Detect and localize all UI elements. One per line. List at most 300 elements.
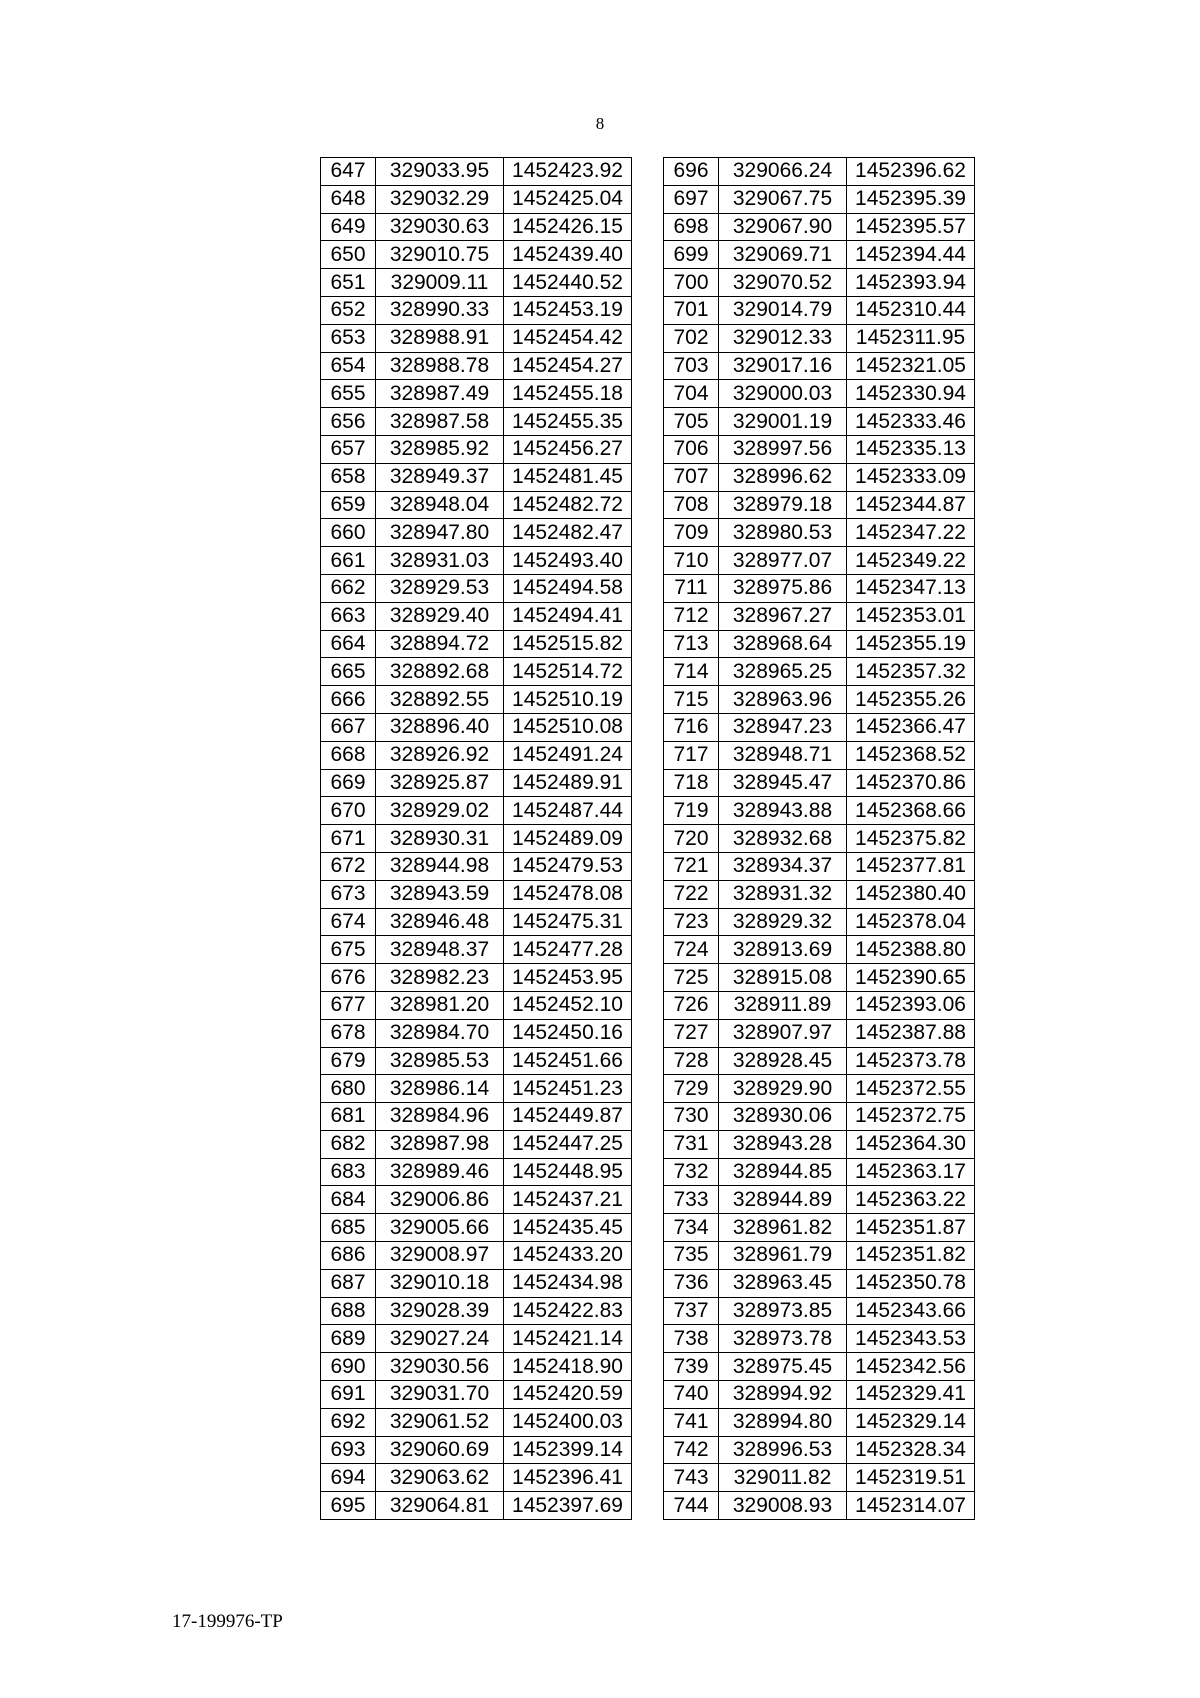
- y-coordinate-cell: 1452482.72: [504, 491, 632, 519]
- point-number-cell: 688: [321, 1297, 376, 1325]
- point-number-cell: 716: [664, 713, 719, 741]
- y-coordinate-cell: 1452493.40: [504, 547, 632, 575]
- x-coordinate-cell: 329067.90: [719, 213, 847, 241]
- point-number-cell: 675: [321, 936, 376, 964]
- table-row: [664, 936, 975, 964]
- point-number-cell: 705: [664, 408, 719, 436]
- y-coordinate-cell: 1452393.06: [847, 991, 975, 1019]
- y-coordinate-cell: 1452377.81: [847, 852, 975, 880]
- y-coordinate-cell: 1452350.78: [847, 1269, 975, 1297]
- x-coordinate-cell: 328987.49: [376, 380, 504, 408]
- y-coordinate-cell: 1452328.34: [847, 1436, 975, 1464]
- table-row: [321, 1130, 632, 1158]
- y-coordinate-cell: 1452489.09: [504, 825, 632, 853]
- point-number-cell: 733: [664, 1186, 719, 1214]
- y-coordinate-cell: 1452420.59: [504, 1381, 632, 1409]
- point-number-cell: 732: [664, 1158, 719, 1186]
- table-row: [321, 769, 632, 797]
- point-number-cell: 736: [664, 1269, 719, 1297]
- x-coordinate-cell: 328931.32: [719, 880, 847, 908]
- point-number-cell: 653: [321, 324, 376, 352]
- table-row: [664, 185, 975, 213]
- table-row: [664, 1047, 975, 1075]
- table-row: [321, 435, 632, 463]
- y-coordinate-cell: 1452330.94: [847, 380, 975, 408]
- point-number-cell: 743: [664, 1464, 719, 1492]
- table-row: [664, 1381, 975, 1409]
- point-number-cell: 656: [321, 408, 376, 436]
- point-number-cell: 686: [321, 1242, 376, 1270]
- table-row: [664, 213, 975, 241]
- x-coordinate-cell: 329012.33: [719, 324, 847, 352]
- table-row: [664, 1158, 975, 1186]
- table-row: [321, 574, 632, 602]
- point-number-cell: 679: [321, 1047, 376, 1075]
- x-coordinate-cell: 328929.53: [376, 574, 504, 602]
- x-coordinate-cell: 328973.85: [719, 1297, 847, 1325]
- table-row: [321, 1186, 632, 1214]
- y-coordinate-cell: 1452368.52: [847, 741, 975, 769]
- table-row: [321, 241, 632, 269]
- point-number-cell: 671: [321, 825, 376, 853]
- x-coordinate-cell: 329060.69: [376, 1436, 504, 1464]
- table-row: [321, 324, 632, 352]
- table-row: [321, 1464, 632, 1492]
- table-row: [321, 741, 632, 769]
- x-coordinate-cell: 328929.32: [719, 908, 847, 936]
- y-coordinate-cell: 1452343.53: [847, 1325, 975, 1353]
- x-coordinate-cell: 328984.96: [376, 1103, 504, 1131]
- point-number-cell: 651: [321, 269, 376, 297]
- x-coordinate-cell: 329066.24: [719, 158, 847, 186]
- x-coordinate-cell: 329011.82: [719, 1464, 847, 1492]
- page-number: 8: [595, 114, 605, 133]
- y-coordinate-cell: 1452355.19: [847, 630, 975, 658]
- x-coordinate-cell: 328987.98: [376, 1130, 504, 1158]
- point-number-cell: 692: [321, 1408, 376, 1436]
- y-coordinate-cell: 1452378.04: [847, 908, 975, 936]
- x-coordinate-cell: 328931.03: [376, 547, 504, 575]
- table-row: [664, 435, 975, 463]
- table-row: [321, 269, 632, 297]
- table-row: [321, 658, 632, 686]
- y-coordinate-cell: 1452440.52: [504, 269, 632, 297]
- y-coordinate-cell: 1452455.18: [504, 380, 632, 408]
- point-number-cell: 680: [321, 1075, 376, 1103]
- x-coordinate-cell: 328929.90: [719, 1075, 847, 1103]
- point-number-cell: 690: [321, 1353, 376, 1381]
- y-coordinate-cell: 1452489.91: [504, 769, 632, 797]
- y-coordinate-cell: 1452439.40: [504, 241, 632, 269]
- y-coordinate-cell: 1452435.45: [504, 1214, 632, 1242]
- table-row: [664, 1019, 975, 1047]
- point-number-cell: 699: [664, 241, 719, 269]
- point-number-cell: 684: [321, 1186, 376, 1214]
- x-coordinate-cell: 328997.56: [719, 435, 847, 463]
- y-coordinate-cell: 1452366.47: [847, 713, 975, 741]
- x-coordinate-cell: 328946.48: [376, 908, 504, 936]
- point-number-cell: 707: [664, 463, 719, 491]
- y-coordinate-cell: 1452349.22: [847, 547, 975, 575]
- y-coordinate-cell: 1452452.10: [504, 991, 632, 1019]
- table-row: [664, 769, 975, 797]
- x-coordinate-cell: 328911.89: [719, 991, 847, 1019]
- x-coordinate-cell: 329028.39: [376, 1297, 504, 1325]
- table-row: [664, 1075, 975, 1103]
- x-coordinate-cell: 329031.70: [376, 1381, 504, 1409]
- table-row: [664, 1325, 975, 1353]
- x-coordinate-cell: 328989.46: [376, 1158, 504, 1186]
- point-number-cell: 654: [321, 352, 376, 380]
- y-coordinate-cell: 1452482.47: [504, 519, 632, 547]
- x-coordinate-cell: 328988.78: [376, 352, 504, 380]
- y-coordinate-cell: 1452347.22: [847, 519, 975, 547]
- point-number-cell: 703: [664, 352, 719, 380]
- point-number-cell: 663: [321, 602, 376, 630]
- y-coordinate-cell: 1452399.14: [504, 1436, 632, 1464]
- point-number-cell: 744: [664, 1492, 719, 1520]
- x-coordinate-cell: 328915.08: [719, 964, 847, 992]
- x-coordinate-cell: 328948.04: [376, 491, 504, 519]
- x-coordinate-cell: 328947.80: [376, 519, 504, 547]
- point-number-cell: 683: [321, 1158, 376, 1186]
- y-coordinate-cell: 1452321.05: [847, 352, 975, 380]
- point-number-cell: 738: [664, 1325, 719, 1353]
- table-row: [321, 1158, 632, 1186]
- x-coordinate-cell: 329010.18: [376, 1269, 504, 1297]
- y-coordinate-cell: 1452373.78: [847, 1047, 975, 1075]
- point-number-cell: 676: [321, 964, 376, 992]
- x-coordinate-cell: 329061.52: [376, 1408, 504, 1436]
- y-coordinate-cell: 1452396.41: [504, 1464, 632, 1492]
- y-coordinate-cell: 1452514.72: [504, 658, 632, 686]
- y-coordinate-cell: 1452363.22: [847, 1186, 975, 1214]
- point-number-cell: 660: [321, 519, 376, 547]
- y-coordinate-cell: 1452372.55: [847, 1075, 975, 1103]
- x-coordinate-cell: 329027.24: [376, 1325, 504, 1353]
- table-row: [664, 880, 975, 908]
- point-number-cell: 741: [664, 1408, 719, 1436]
- y-coordinate-cell: 1452451.23: [504, 1075, 632, 1103]
- y-coordinate-cell: 1452363.17: [847, 1158, 975, 1186]
- table-row: [321, 1492, 632, 1520]
- point-number-cell: 685: [321, 1214, 376, 1242]
- x-coordinate-cell: 328982.23: [376, 964, 504, 992]
- x-coordinate-cell: 328996.62: [719, 463, 847, 491]
- y-coordinate-cell: 1452397.69: [504, 1492, 632, 1520]
- y-coordinate-cell: 1452418.90: [504, 1353, 632, 1381]
- table-row: [664, 713, 975, 741]
- table-row: [664, 1103, 975, 1131]
- point-number-cell: 691: [321, 1381, 376, 1409]
- y-coordinate-cell: 1452491.24: [504, 741, 632, 769]
- point-number-cell: 708: [664, 491, 719, 519]
- y-coordinate-cell: 1452314.07: [847, 1492, 975, 1520]
- point-number-cell: 694: [321, 1464, 376, 1492]
- point-number-cell: 674: [321, 908, 376, 936]
- point-number-cell: 721: [664, 852, 719, 880]
- point-number-cell: 652: [321, 296, 376, 324]
- table-row: [321, 1019, 632, 1047]
- x-coordinate-cell: 328944.98: [376, 852, 504, 880]
- point-number-cell: 681: [321, 1103, 376, 1131]
- y-coordinate-cell: 1452329.41: [847, 1381, 975, 1409]
- point-number-cell: 687: [321, 1269, 376, 1297]
- x-coordinate-cell: 329030.56: [376, 1353, 504, 1381]
- point-number-cell: 724: [664, 936, 719, 964]
- y-coordinate-cell: 1452494.58: [504, 574, 632, 602]
- y-coordinate-cell: 1452479.53: [504, 852, 632, 880]
- point-number-cell: 704: [664, 380, 719, 408]
- x-coordinate-cell: 328929.02: [376, 797, 504, 825]
- point-number-cell: 725: [664, 964, 719, 992]
- point-number-cell: 719: [664, 797, 719, 825]
- point-number-cell: 710: [664, 547, 719, 575]
- point-number-cell: 717: [664, 741, 719, 769]
- y-coordinate-cell: 1452395.39: [847, 185, 975, 213]
- point-number-cell: 697: [664, 185, 719, 213]
- x-coordinate-cell: 329033.95: [376, 158, 504, 186]
- point-number-cell: 734: [664, 1214, 719, 1242]
- y-coordinate-cell: 1452449.87: [504, 1103, 632, 1131]
- y-coordinate-cell: 1452510.08: [504, 713, 632, 741]
- table-row: [321, 825, 632, 853]
- table-row: [664, 1436, 975, 1464]
- y-coordinate-cell: 1452342.56: [847, 1353, 975, 1381]
- table-row: [321, 1214, 632, 1242]
- point-number-cell: 667: [321, 713, 376, 741]
- table-row: [321, 936, 632, 964]
- x-coordinate-cell: 329008.97: [376, 1242, 504, 1270]
- y-coordinate-cell: 1452433.20: [504, 1242, 632, 1270]
- x-coordinate-cell: 328975.45: [719, 1353, 847, 1381]
- y-coordinate-cell: 1452477.28: [504, 936, 632, 964]
- table-row: [664, 352, 975, 380]
- table-row: [321, 352, 632, 380]
- point-number-cell: 689: [321, 1325, 376, 1353]
- x-coordinate-cell: 329009.11: [376, 269, 504, 297]
- table-row: [664, 1269, 975, 1297]
- y-coordinate-cell: 1452347.13: [847, 574, 975, 602]
- x-coordinate-cell: 328994.92: [719, 1381, 847, 1409]
- y-coordinate-cell: 1452453.95: [504, 964, 632, 992]
- table-row: [321, 602, 632, 630]
- table-row: [321, 296, 632, 324]
- point-number-cell: 740: [664, 1381, 719, 1409]
- table-row: [321, 1353, 632, 1381]
- point-number-cell: 722: [664, 880, 719, 908]
- point-number-cell: 712: [664, 602, 719, 630]
- table-row: [664, 1214, 975, 1242]
- x-coordinate-cell: 329064.81: [376, 1492, 504, 1520]
- x-coordinate-cell: 329070.52: [719, 269, 847, 297]
- table-row: [321, 797, 632, 825]
- x-coordinate-cell: 329069.71: [719, 241, 847, 269]
- table-row: [664, 158, 975, 186]
- x-coordinate-cell: 328975.86: [719, 574, 847, 602]
- y-coordinate-cell: 1452390.65: [847, 964, 975, 992]
- y-coordinate-cell: 1452421.14: [504, 1325, 632, 1353]
- y-coordinate-cell: 1452454.42: [504, 324, 632, 352]
- x-coordinate-cell: 328934.37: [719, 852, 847, 880]
- table-row: [321, 463, 632, 491]
- x-coordinate-cell: 328977.07: [719, 547, 847, 575]
- table-row: [321, 1325, 632, 1353]
- x-coordinate-cell: 328930.31: [376, 825, 504, 853]
- x-coordinate-cell: 328986.14: [376, 1075, 504, 1103]
- x-coordinate-cell: 328943.28: [719, 1130, 847, 1158]
- y-coordinate-cell: 1452456.27: [504, 435, 632, 463]
- table-row: [664, 1242, 975, 1270]
- table-row: [321, 408, 632, 436]
- y-coordinate-cell: 1452515.82: [504, 630, 632, 658]
- point-number-cell: 709: [664, 519, 719, 547]
- point-number-cell: 714: [664, 658, 719, 686]
- point-number-cell: 665: [321, 658, 376, 686]
- x-coordinate-cell: 328930.06: [719, 1103, 847, 1131]
- x-coordinate-cell: 328963.45: [719, 1269, 847, 1297]
- x-coordinate-cell: 328979.18: [719, 491, 847, 519]
- x-coordinate-cell: 328907.97: [719, 1019, 847, 1047]
- point-number-cell: 662: [321, 574, 376, 602]
- table-row: [664, 1186, 975, 1214]
- point-number-cell: 661: [321, 547, 376, 575]
- point-number-cell: 726: [664, 991, 719, 1019]
- y-coordinate-cell: 1452422.83: [504, 1297, 632, 1325]
- x-coordinate-cell: 328990.33: [376, 296, 504, 324]
- x-coordinate-cell: 328925.87: [376, 769, 504, 797]
- point-number-cell: 668: [321, 741, 376, 769]
- table-row: [321, 1269, 632, 1297]
- point-number-cell: 670: [321, 797, 376, 825]
- table-row: [664, 1464, 975, 1492]
- point-number-cell: 649: [321, 213, 376, 241]
- point-number-cell: 698: [664, 213, 719, 241]
- x-coordinate-cell: 328994.80: [719, 1408, 847, 1436]
- x-coordinate-cell: 328944.85: [719, 1158, 847, 1186]
- table-row: [664, 991, 975, 1019]
- table-row: [321, 519, 632, 547]
- table-row: [321, 880, 632, 908]
- x-coordinate-cell: 328943.88: [719, 797, 847, 825]
- table-row: [664, 408, 975, 436]
- table-row: [321, 991, 632, 1019]
- x-coordinate-cell: 328981.20: [376, 991, 504, 1019]
- y-coordinate-cell: 1452448.95: [504, 1158, 632, 1186]
- table-row: [664, 519, 975, 547]
- table-row: [664, 1353, 975, 1381]
- point-number-cell: 711: [664, 574, 719, 602]
- table-row: [321, 1242, 632, 1270]
- table-row: [321, 1047, 632, 1075]
- x-coordinate-cell: 328988.91: [376, 324, 504, 352]
- x-coordinate-cell: 328949.37: [376, 463, 504, 491]
- x-coordinate-cell: 328926.92: [376, 741, 504, 769]
- y-coordinate-cell: 1452351.82: [847, 1242, 975, 1270]
- x-coordinate-cell: 328948.71: [719, 741, 847, 769]
- table-row: [664, 1492, 975, 1520]
- y-coordinate-cell: 1452451.66: [504, 1047, 632, 1075]
- x-coordinate-cell: 328963.96: [719, 686, 847, 714]
- table-row: [664, 1130, 975, 1158]
- point-number-cell: 701: [664, 296, 719, 324]
- point-number-cell: 659: [321, 491, 376, 519]
- table-row: [321, 686, 632, 714]
- table-row: [321, 547, 632, 575]
- table-row: [664, 547, 975, 575]
- x-coordinate-cell: 328896.40: [376, 713, 504, 741]
- table-row: [664, 296, 975, 324]
- point-number-cell: 673: [321, 880, 376, 908]
- x-coordinate-cell: 329000.03: [719, 380, 847, 408]
- point-number-cell: 648: [321, 185, 376, 213]
- y-coordinate-cell: 1452475.31: [504, 908, 632, 936]
- y-coordinate-cell: 1452450.16: [504, 1019, 632, 1047]
- table-row: [664, 658, 975, 686]
- y-coordinate-cell: 1452394.44: [847, 241, 975, 269]
- point-number-cell: 702: [664, 324, 719, 352]
- point-number-cell: 677: [321, 991, 376, 1019]
- y-coordinate-cell: 1452364.30: [847, 1130, 975, 1158]
- y-coordinate-cell: 1452380.40: [847, 880, 975, 908]
- point-number-cell: 737: [664, 1297, 719, 1325]
- point-number-cell: 739: [664, 1353, 719, 1381]
- x-coordinate-cell: 329063.62: [376, 1464, 504, 1492]
- x-coordinate-cell: 328985.53: [376, 1047, 504, 1075]
- x-coordinate-cell: 328961.79: [719, 1242, 847, 1270]
- y-coordinate-cell: 1452372.75: [847, 1103, 975, 1131]
- table-row: [664, 686, 975, 714]
- y-coordinate-cell: 1452343.66: [847, 1297, 975, 1325]
- x-coordinate-cell: 328984.70: [376, 1019, 504, 1047]
- point-number-cell: 730: [664, 1103, 719, 1131]
- point-number-cell: 729: [664, 1075, 719, 1103]
- table-row: [664, 1408, 975, 1436]
- y-coordinate-cell: 1452355.26: [847, 686, 975, 714]
- table-row: [664, 380, 975, 408]
- x-coordinate-cell: 328929.40: [376, 602, 504, 630]
- table-row: [321, 491, 632, 519]
- table-row: [664, 741, 975, 769]
- y-coordinate-cell: 1452387.88: [847, 1019, 975, 1047]
- y-coordinate-cell: 1452368.66: [847, 797, 975, 825]
- table-row: [664, 852, 975, 880]
- y-coordinate-cell: 1452393.94: [847, 269, 975, 297]
- point-number-cell: 731: [664, 1130, 719, 1158]
- x-coordinate-cell: 328980.53: [719, 519, 847, 547]
- table-row: [664, 574, 975, 602]
- point-number-cell: 720: [664, 825, 719, 853]
- point-number-cell: 727: [664, 1019, 719, 1047]
- table-row: [664, 630, 975, 658]
- y-coordinate-cell: 1452423.92: [504, 158, 632, 186]
- y-coordinate-cell: 1452311.95: [847, 324, 975, 352]
- table-row: [321, 380, 632, 408]
- point-number-cell: 742: [664, 1436, 719, 1464]
- x-coordinate-cell: 329001.19: [719, 408, 847, 436]
- table-row: [321, 908, 632, 936]
- x-coordinate-cell: 328913.69: [719, 936, 847, 964]
- table-row: [664, 602, 975, 630]
- table-row: [321, 1381, 632, 1409]
- y-coordinate-cell: 1452447.25: [504, 1130, 632, 1158]
- table-row: [664, 797, 975, 825]
- point-number-cell: 669: [321, 769, 376, 797]
- y-coordinate-cell: 1452426.15: [504, 213, 632, 241]
- y-coordinate-cell: 1452310.44: [847, 296, 975, 324]
- y-coordinate-cell: 1452437.21: [504, 1186, 632, 1214]
- table-row: [321, 964, 632, 992]
